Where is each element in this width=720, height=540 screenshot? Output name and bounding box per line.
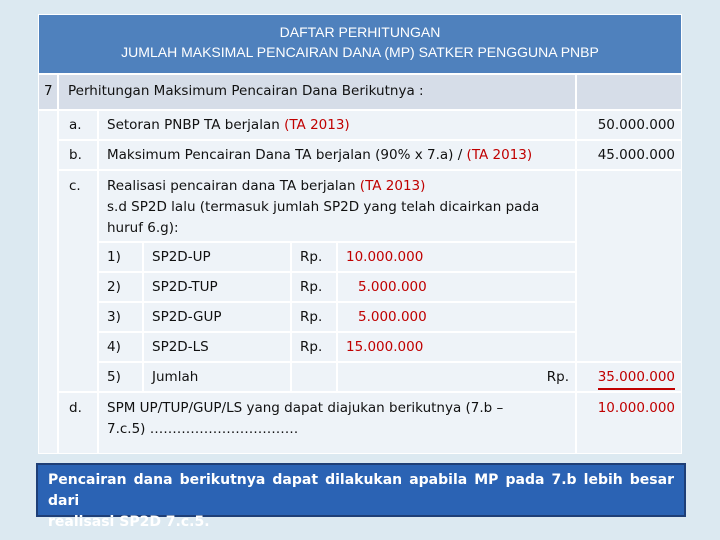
total-label-cell: [143, 362, 291, 392]
subrow-1-num-cell: [98, 242, 143, 272]
subrow-1-amount: 10.000.000: [346, 249, 424, 265]
total-currency: Rp.: [546, 369, 569, 385]
subrow-1-amount-cell: [337, 242, 576, 272]
row-c-line1: [107, 176, 425, 197]
total-value: 35.000.000: [598, 367, 675, 390]
row-d-letter: d.: [69, 400, 82, 416]
row-d-line1: SPM UP/TUP/GUP/LS yang dapat diajukan berikutnya (7.b –: [107, 400, 504, 416]
row-d-text-cell: [98, 392, 576, 454]
subrow-2-num-cell: [98, 272, 143, 302]
subrow-2-label-cell: [143, 272, 291, 302]
table-header: [38, 14, 682, 74]
subrow-4-currency-cell: [291, 332, 337, 362]
subrow-3-currency-cell: [291, 302, 337, 332]
total-label: Jumlah: [152, 369, 199, 385]
section-title: Perhitungan Maksimum Pencairan Dana Berikutnya :: [68, 83, 424, 99]
subrow-4-amount-cell: [337, 332, 576, 362]
row-a-letter-cell: [58, 110, 98, 140]
subrow-1-label-cell: [143, 242, 291, 272]
subrow-3-label: SP2D-GUP: [152, 309, 222, 325]
subrow-1-num: 1): [107, 249, 121, 265]
row-a-label: Setoran PNBP TA berjalan: [107, 117, 285, 133]
row-b-value-cell: [576, 140, 682, 170]
subrow-2-amount: 5.000.000: [358, 279, 427, 295]
row-c-line2: s.d SP2D lalu (termasuk jumlah SP2D yang telah dicairkan pada: [107, 199, 540, 215]
subrow-1-currency-cell: [291, 242, 337, 272]
row-c-line1-label: Realisasi pencairan dana TA berjalan: [107, 178, 360, 194]
row-b-text: [107, 145, 532, 166]
row-c-letter: c.: [69, 178, 81, 194]
section-number-cell: [38, 74, 58, 110]
row-a-text: [107, 115, 350, 136]
row-b-year: (TA 2013): [466, 147, 533, 163]
row-a-value-cell: [576, 110, 682, 140]
row-b-letter-cell: [58, 140, 98, 170]
row-d-value: 10.000.000: [597, 400, 675, 416]
row-b-letter: b.: [69, 147, 82, 163]
row-a-year: (TA 2013): [284, 117, 350, 133]
row-c-line3: huruf 6.g):: [107, 220, 179, 236]
note-line2: realisasi SP2D 7.c.5.: [48, 514, 210, 530]
subrow-4-currency: Rp.: [300, 339, 323, 355]
subrow-1-label: SP2D-UP: [152, 249, 211, 265]
header-title-line1: DAFTAR PERHITUNGAN: [279, 24, 441, 40]
row-d-line2: 7.c.5) ……………………………: [107, 421, 299, 437]
subrow-3-amount-cell: [337, 302, 576, 332]
row-a-value: 50.000.000: [597, 117, 675, 133]
row-d-letter-cell: [58, 392, 98, 454]
row-b-label: Maksimum Pencairan Dana TA berjalan (90% x 7.a) /: [107, 147, 467, 163]
section-title-cell: [58, 74, 576, 110]
subrow-4-label: SP2D-LS: [152, 339, 209, 355]
row-a-text-cell: [98, 110, 576, 140]
row-b-value: 45.000.000: [597, 147, 675, 163]
subrow-3-num: 3): [107, 309, 121, 325]
row-c-year: (TA 2013): [359, 178, 426, 194]
total-num: 5): [107, 369, 121, 385]
subrow-3-amount: 5.000.000: [358, 309, 427, 325]
subrow-4-label-cell: [143, 332, 291, 362]
subrow-2-num: 2): [107, 279, 121, 295]
subrow-2-currency: Rp.: [300, 279, 323, 295]
note-line1: Pencairan dana berikutnya dapat dilakukan apabila MP pada 7.b lebih besar dari: [48, 472, 674, 509]
subrow-1-currency: Rp.: [300, 249, 323, 265]
subrow-2-label: SP2D-TUP: [152, 279, 218, 295]
items-gutter: [38, 110, 58, 454]
conclusion-note: [36, 463, 686, 530]
row-a-letter: a.: [69, 117, 82, 133]
subrow-3-currency: Rp.: [300, 309, 323, 325]
row-c-letter-cell: [58, 170, 98, 392]
row-b-text-cell: [98, 140, 576, 170]
total-currency-cell: [337, 362, 576, 392]
subrow-2-amount-cell: [337, 272, 576, 302]
row-d-value-cell: [576, 392, 682, 454]
row-c-value-cell: [576, 170, 682, 362]
section-number: 7: [44, 83, 53, 99]
subrow-3-num-cell: [98, 302, 143, 332]
header-title-line2: JUMLAH MAKSIMAL PENCAIRAN DANA (MP) SATKER PENGGUNA PNBP: [121, 44, 599, 60]
total-num-cell: [98, 362, 143, 392]
subrow-4-num-cell: [98, 332, 143, 362]
subrow-3-label-cell: [143, 302, 291, 332]
subrow-4-amount: 15.000.000: [346, 339, 424, 355]
total-value-cell: [576, 362, 682, 392]
section-value-cell: [576, 74, 682, 110]
row-c-text-cell: [98, 170, 576, 242]
subrow-4-num: 4): [107, 339, 121, 355]
total-spacer-cell: [291, 362, 337, 392]
subrow-2-currency-cell: [291, 272, 337, 302]
